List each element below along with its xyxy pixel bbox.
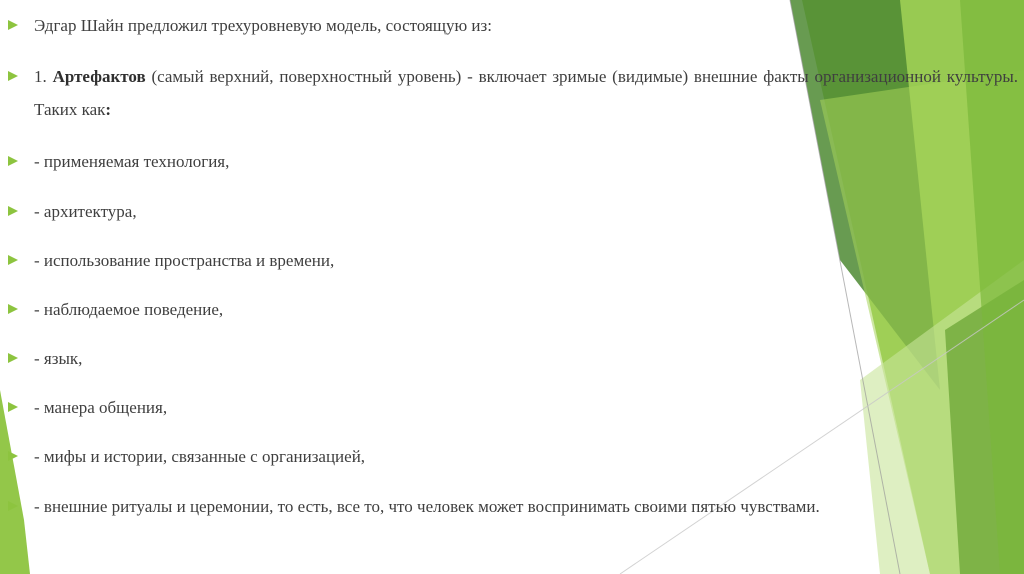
list-item: - архитектура,	[34, 202, 137, 221]
bullet-item	[8, 391, 1018, 424]
bullet-item	[8, 195, 1018, 228]
bullet-item	[8, 60, 1018, 126]
list-item: - применяемая технология,	[34, 152, 230, 171]
triangle-bullet-icon	[8, 353, 18, 363]
intro-text: Эдгар Шайн предложил трехуровневую модель, состоящую из:	[34, 16, 492, 35]
triangle-bullet-icon	[8, 451, 18, 461]
triangle-bullet-icon	[8, 501, 18, 511]
list-item: - внешние ритуалы и церемонии, то есть, все то, что человек может воспринимать своими пятью чувствами.	[34, 497, 820, 516]
triangle-bullet-icon	[8, 206, 18, 216]
bullet-item	[8, 342, 1018, 375]
list-item: - использование пространства и времени,	[34, 251, 335, 270]
triangle-bullet-icon	[8, 20, 18, 30]
bullet-item	[8, 244, 1018, 277]
bullet-item	[8, 293, 1018, 326]
artifacts-term: Артефактов	[52, 67, 146, 86]
bullet-item	[8, 145, 1018, 178]
artifacts-paragraph	[34, 60, 1018, 126]
triangle-bullet-icon	[8, 304, 18, 314]
triangle-bullet-icon	[8, 71, 18, 81]
bullet-item	[8, 440, 1018, 473]
artifacts-colon: :	[105, 100, 112, 119]
bullet-item	[8, 9, 1018, 42]
item-number: 1.	[34, 67, 53, 86]
artifacts-description: (самый верхний, поверхностный уровень) - включает зримые (видимые) внешние факты организационной культуры. Таких как	[34, 67, 1019, 119]
triangle-bullet-icon	[8, 255, 18, 265]
list-item: - наблюдаемое поведение,	[34, 300, 224, 319]
bullet-item	[8, 490, 1018, 523]
list-item: - мифы и истории, связанные с организацией,	[34, 447, 366, 466]
list-item: - язык,	[34, 349, 83, 368]
triangle-bullet-icon	[8, 156, 18, 166]
list-item: - манера общения,	[34, 398, 168, 417]
triangle-bullet-icon	[8, 402, 18, 412]
